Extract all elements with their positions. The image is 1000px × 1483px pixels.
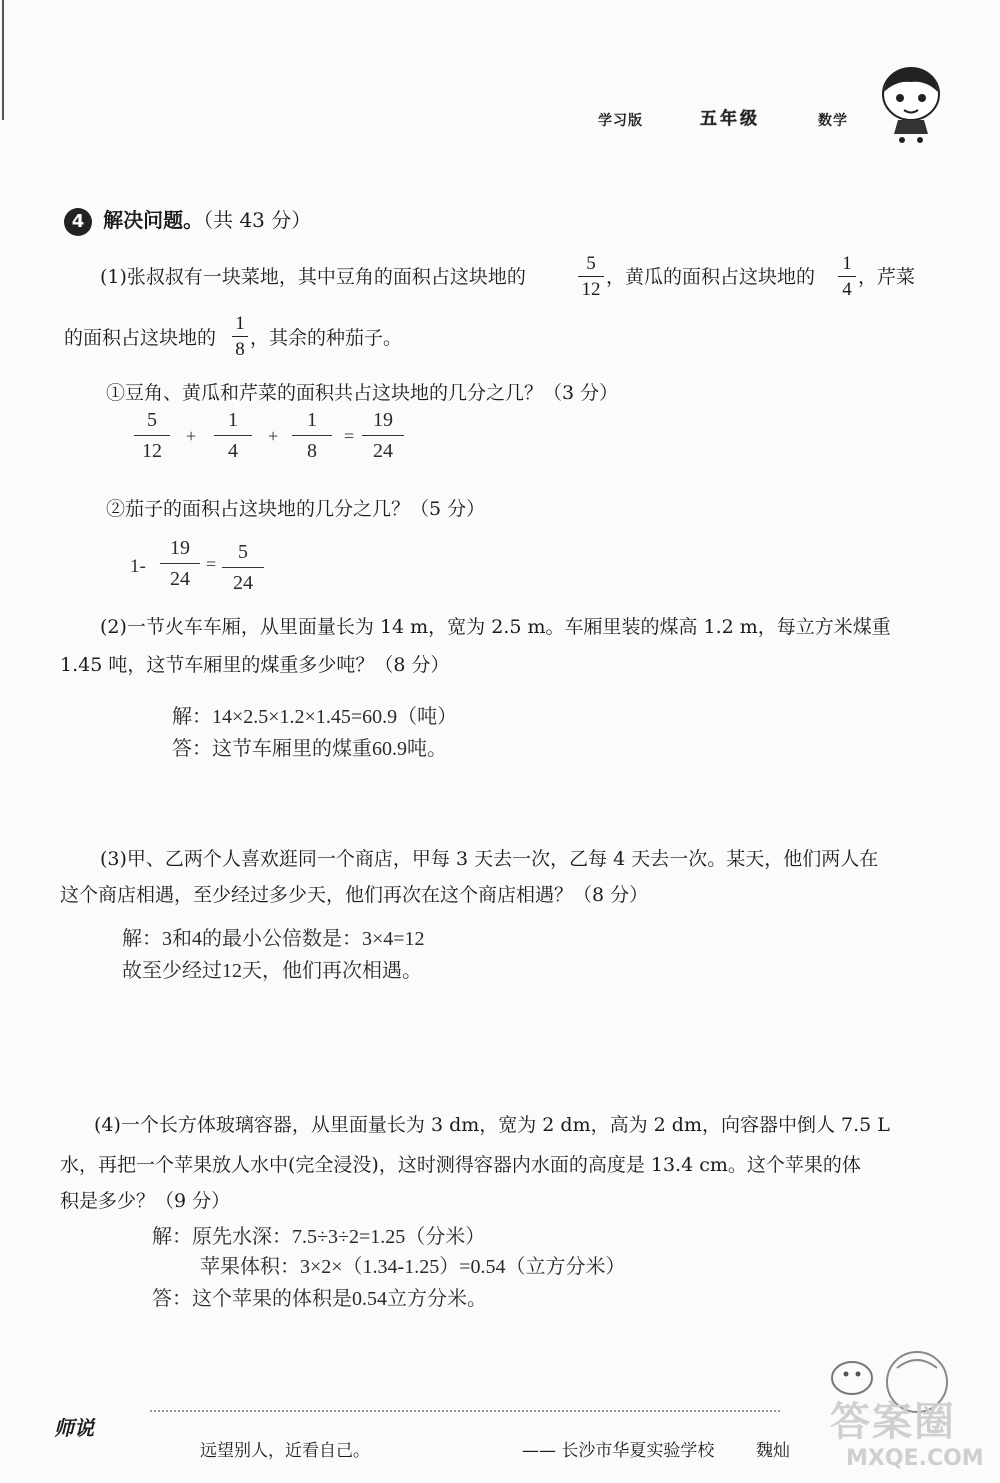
- q1-frac-b-num: 1: [842, 253, 852, 274]
- q1-frac-a-num: 5: [586, 253, 596, 274]
- q2-line2: 1.45 吨，这节车厢里的煤重多少吨？（8 分）: [60, 654, 450, 676]
- q4-line2: 水，再把一个苹果放人水中(完全浸没)，这时测得容器内水面的高度是 13.4 cm。这个苹果的体: [60, 1154, 861, 1176]
- q1-sub2-lead: 1-: [130, 556, 146, 577]
- q1-stem-d: 的面积占这块地的: [64, 327, 217, 349]
- q1-sub2-equals: =: [206, 554, 217, 574]
- q1-sub2-res-num: 5: [238, 541, 248, 563]
- footer-label: 师说: [54, 1416, 94, 1440]
- footer-author: 魏灿: [756, 1441, 790, 1461]
- q1-sub2-f1-num: 19: [170, 537, 190, 559]
- section-heading: [64, 204, 311, 236]
- q2-answer-conclusion: 答：这节车厢里的煤重60.9吨。: [172, 738, 447, 760]
- q1-fraction-1-8: [232, 314, 248, 359]
- footer-source: —— 长沙市华夏实验学校: [522, 1441, 715, 1461]
- q1-sub1-f3-num: 1: [307, 409, 317, 431]
- section-points: （共 43 分）: [203, 208, 312, 232]
- q1-sub1-result: [362, 410, 404, 461]
- q1-frac-b-den: 4: [842, 279, 852, 300]
- q1-sub1-f3-den: 8: [307, 440, 317, 462]
- q1-sub1-res-num: 19: [373, 409, 393, 431]
- q3-answer-solution: 解：3和4的最小公倍数是：3×4=12: [122, 928, 425, 950]
- q1-sub1-f1-den: 12: [142, 440, 162, 462]
- header-edition: 学习版: [598, 113, 643, 129]
- q3-line1: (3)甲、乙两个人喜欢逛同一个商店，甲每 3 天去一次，乙每 4 天去一次。某天，他们两人在: [100, 848, 879, 870]
- q1-sub2-frac1: [160, 538, 200, 589]
- q1-stem-e: ，其余的种茄子。: [250, 327, 403, 349]
- footer-dotted-line: [150, 1410, 780, 1412]
- q1-sub1-frac2: [214, 410, 252, 461]
- q4-line3: 积是多少？（9 分）: [60, 1190, 231, 1212]
- q1-sub1-frac1: [134, 410, 170, 461]
- watermark-url: MXQE.COM: [846, 1446, 984, 1471]
- q1-sub2-f1-den: 24: [170, 568, 190, 590]
- q2-answer-solution: 解：14×2.5×1.2×1.45=60.9（吨）: [172, 706, 458, 728]
- q1-frac-c-den: 8: [235, 339, 245, 360]
- q1-frac-c-num: 1: [235, 313, 245, 334]
- q1-fraction-1-4: [838, 254, 856, 299]
- q4-line1: (4)一个长方体玻璃容器，从里面量长为 3 dm，宽为 2 dm，高为 2 dm，向容器中倒人 7.5 L: [94, 1114, 890, 1136]
- q1-stem-b: ，黄瓜的面积占这块地的: [606, 266, 816, 288]
- q4-answer-conclusion: 答：这个苹果的体积是0.54立方分米。: [152, 1288, 487, 1310]
- girl-mascot-icon: [876, 62, 946, 146]
- q1-sub1-f2-den: 4: [228, 440, 238, 462]
- q2-line1: (2)一节火车车厢，从里面量长为 14 m，宽为 2.5 m。车厢里装的煤高 1.2 m，每立方米煤重: [100, 616, 891, 638]
- q3-line2: 这个商店相遇，至少经过多少天，他们再次在这个商店相遇？（8 分）: [60, 884, 649, 906]
- q1-sub1-op2: +: [268, 426, 279, 446]
- q1-sub1-res-den: 24: [373, 440, 393, 462]
- q1-sub1-equals: =: [344, 426, 355, 446]
- q1-sub2-res-den: 24: [233, 572, 253, 594]
- section-title: 解决问题。: [103, 208, 204, 232]
- q4-answer-step1: 解：原先水深：7.5÷3÷2=1.25（分米）: [152, 1226, 486, 1248]
- header-subject: 数学: [818, 113, 848, 129]
- q1-fraction-5-12: [578, 254, 604, 299]
- q3-answer-conclusion: 故至少经过12天，他们再次相遇。: [122, 960, 422, 982]
- section-number-badge: 4: [64, 208, 92, 236]
- q1-sub1-f2-num: 1: [228, 409, 238, 431]
- q4-answer-step2: 苹果体积：3×2×（1.34-1.25）=0.54（立方分米）: [200, 1256, 626, 1278]
- q1-stem-a: (1)张叔叔有一块菜地，其中豆角的面积占这块地的: [100, 266, 526, 288]
- q1-stem-c: ，芹菜: [858, 266, 916, 288]
- q1-sub1-op1: +: [186, 426, 197, 446]
- q1-sub2-question: ②茄子的面积占这块地的几分之几？（5 分）: [106, 498, 486, 520]
- q1-sub2-result: [222, 542, 264, 593]
- q1-sub1-frac3: [292, 410, 332, 461]
- watermark-logo: 答案圈: [830, 1399, 956, 1445]
- q1-frac-a-den: 12: [581, 279, 601, 300]
- header-grade: 五年级: [700, 109, 760, 129]
- footer-quote: 远望别人，近看自己。: [200, 1441, 370, 1461]
- q1-sub1-question: ①豆角、黄瓜和芹菜的面积共占这块地的几分之几？（3 分）: [106, 382, 619, 404]
- q1-sub1-f1-num: 5: [147, 409, 157, 431]
- page-edge-line: [2, 0, 4, 120]
